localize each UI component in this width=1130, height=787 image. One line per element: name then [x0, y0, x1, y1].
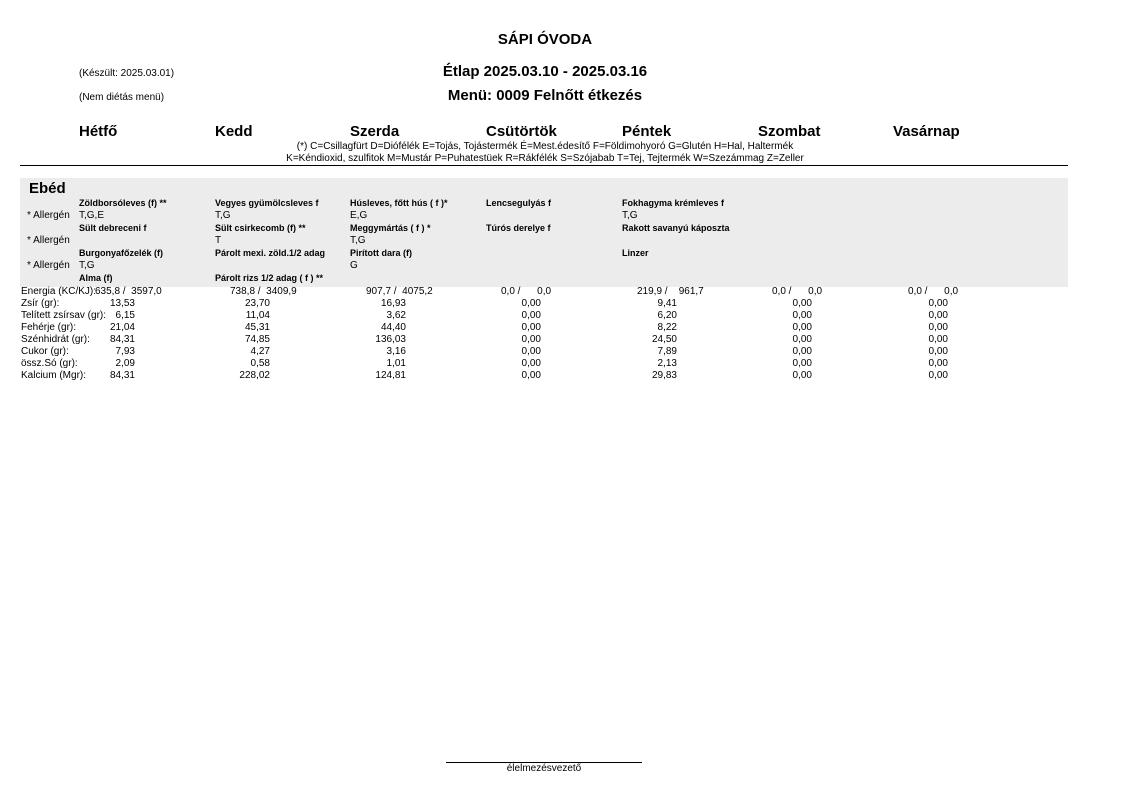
nutrient-value: 6,20	[657, 310, 677, 321]
nutrient-value: 29,83	[651, 370, 677, 381]
nutrient-value: 0,0 / 0,0	[772, 286, 823, 297]
nutrient-label: össz.Só (gr):	[21, 358, 78, 369]
nutrient-label: Cukor (gr):	[21, 346, 69, 357]
nutrient-value: 0,00	[521, 346, 541, 357]
nutrient-value: 0,00	[521, 370, 541, 381]
nutrient-value: 2,09	[115, 358, 135, 369]
nutrient-value: 0,00	[521, 358, 541, 369]
nutrient-value: 84,31	[109, 334, 135, 345]
nutrient-value: 738,8 / 3409,9	[230, 286, 297, 297]
day-header-friday: Péntek	[622, 123, 672, 140]
nutrient-value: 16,93	[380, 298, 406, 309]
nutrient-value: 3,62	[386, 310, 406, 321]
nutrient-label: Kalcium (Mgr):	[21, 370, 87, 381]
allergens-tuesday-2: T	[215, 235, 222, 246]
day-header-saturday: Szombat	[758, 123, 821, 140]
nutrient-value: 21,04	[109, 322, 135, 333]
nutrient-label: Energia (KC/KJ):	[21, 286, 97, 297]
nutrient-value: 7,89	[657, 346, 677, 357]
allergens-friday-1: T,G	[622, 210, 638, 221]
diet-note: (Nem diétás menü)	[79, 92, 165, 103]
nutrient-value: 7,93	[115, 346, 135, 357]
nutrient-value: 4,27	[250, 346, 270, 357]
nutrient-value: 0,0 / 0,0	[501, 286, 552, 297]
nutrient-value: 0,00	[792, 310, 812, 321]
allergens-monday-3: T,G	[79, 260, 95, 271]
header-divider	[20, 165, 1068, 166]
nutrient-value: 24,50	[651, 334, 677, 345]
nutrient-value: 84,31	[109, 370, 135, 381]
nutrient-value: 23,70	[244, 298, 270, 309]
dish-monday-1: Zöldborsóleves (f) **	[79, 198, 167, 208]
allergen-label: * Allergén	[27, 235, 70, 246]
created-date: (Készült: 2025.03.01)	[79, 68, 175, 79]
dish-thursday-1: Lencsegulyás f	[486, 198, 552, 208]
nutrient-value: 0,00	[792, 334, 812, 345]
dish-wednesday-1: Húsleves, főtt hús ( f )*	[350, 198, 448, 208]
nutrient-value: 0,00	[928, 358, 948, 369]
nutrient-value: 635,8 / 3597,0	[95, 286, 162, 297]
day-header-tuesday: Kedd	[215, 123, 253, 140]
nutrient-value: 9,41	[657, 298, 677, 309]
nutrient-value: 0,00	[928, 310, 948, 321]
nutrient-value: 0,00	[928, 298, 948, 309]
dish-friday-2: Rakott savanyú káposzta	[622, 223, 730, 233]
dish-monday-2: Sült debreceni f	[79, 223, 147, 233]
nutrient-value: 0,00	[792, 322, 812, 333]
dish-tuesday-3: Párolt mexi. zöld.1/2 adag	[215, 248, 326, 258]
allergen-legend-line-2: K=Kéndioxid, szulfitok M=Mustár P=Puhatestüek R=Rákfélék S=Szójabab T=Tej, Tejtermék W=Szezámmag Z=Zeller	[286, 153, 804, 164]
day-header-thursday: Csütörtök	[486, 123, 557, 140]
dish-thursday-2: Túrós derelye f	[486, 223, 551, 233]
nutrient-value: 228,02	[239, 370, 270, 381]
nutrient-value: 3,16	[386, 346, 406, 357]
dish-tuesday-4: Párolt rizs 1/2 adag ( f ) **	[215, 273, 324, 283]
nutrient-value: 45,31	[244, 322, 270, 333]
allergens-tuesday-1: T,G	[215, 210, 231, 221]
nutrient-value: 0,00	[928, 322, 948, 333]
dish-wednesday-2: Meggymártás ( f ) *	[350, 223, 431, 233]
nutrient-value: 11,04	[245, 310, 270, 321]
nutrient-value: 0,00	[928, 370, 948, 381]
nutrient-value: 0,00	[792, 298, 812, 309]
nutrient-value: 8,22	[657, 322, 677, 333]
nutrient-label: Szénhidrát (gr):	[21, 334, 90, 345]
nutrient-label: Fehérje (gr):	[21, 322, 77, 333]
menu-period-title: Étlap 2025.03.10 - 2025.03.16	[442, 63, 648, 80]
day-header-monday: Hétfő	[79, 123, 118, 140]
menu-name-title: Menü: 0009 Felnőtt étkezés	[447, 87, 643, 104]
dish-tuesday-2: Sült csirkecomb (f) **	[215, 223, 306, 233]
dish-monday-4: Alma (f)	[79, 273, 113, 283]
nutrient-value: 0,00	[928, 334, 948, 345]
nutrient-value: 0,00	[521, 310, 541, 321]
allergen-label: * Allergén	[27, 260, 70, 271]
nutrient-value: 2,13	[657, 358, 677, 369]
nutrient-value: 124,81	[375, 370, 406, 381]
allergens-wednesday-3: G	[350, 260, 358, 271]
allergens-monday-1: T,G,E	[79, 210, 105, 221]
allergens-wednesday-2: T,G	[350, 235, 366, 246]
nutrient-value: 0,00	[521, 334, 541, 345]
allergens-wednesday-1: E,G	[350, 210, 368, 221]
day-header-sunday: Vasárnap	[893, 123, 960, 140]
nutrient-value: 6,15	[115, 310, 135, 321]
allergen-label: * Allergén	[27, 210, 70, 221]
nutrient-value: 0,00	[792, 358, 812, 369]
nutrient-value: 0,58	[250, 358, 270, 369]
dish-tuesday-1: Vegyes gyümölcsleves f	[215, 198, 319, 208]
dish-monday-3: Burgonyafőzelék (f)	[79, 248, 164, 258]
nutrient-value: 0,00	[521, 298, 541, 309]
nutrient-value: 74,85	[244, 334, 270, 345]
signature-label: élelmezésvezető	[506, 763, 582, 774]
nutrient-value: 136,03	[375, 334, 406, 345]
allergen-legend-line-1: (*) C=Csillagfürt D=Diófélék E=Tojás, Tojástermék É=Mest.édesítő F=Földimohyoró G=Glutén H=Hal, Haltermék	[296, 141, 794, 152]
nutrient-value: 907,7 / 4075,2	[366, 286, 433, 297]
nutrient-value: 1,01	[386, 358, 406, 369]
nutrient-value: 0,00	[792, 346, 812, 357]
dish-wednesday-3: Pirított dara (f)	[350, 248, 412, 258]
dish-friday-3: Linzer	[622, 248, 649, 258]
nutrient-value: 44,40	[380, 322, 406, 333]
nutrient-value: 0,00	[521, 322, 541, 333]
school-name: SÁPI ÓVODA	[497, 31, 593, 48]
nutrient-value: 219,9 / 961,7	[637, 286, 704, 297]
nutrient-value: 0,00	[928, 346, 948, 357]
meal-title: Ebéd	[29, 180, 66, 197]
nutrient-label: Telített zsírsav (gr):	[21, 310, 107, 321]
nutrient-value: 0,0 / 0,0	[908, 286, 959, 297]
nutrient-value: 13,53	[109, 298, 135, 309]
dish-friday-1: Fokhagyma krémleves f	[622, 198, 725, 208]
day-header-wednesday: Szerda	[350, 123, 400, 140]
nutrient-label: Zsír (gr):	[21, 298, 60, 309]
nutrient-value: 0,00	[792, 370, 812, 381]
